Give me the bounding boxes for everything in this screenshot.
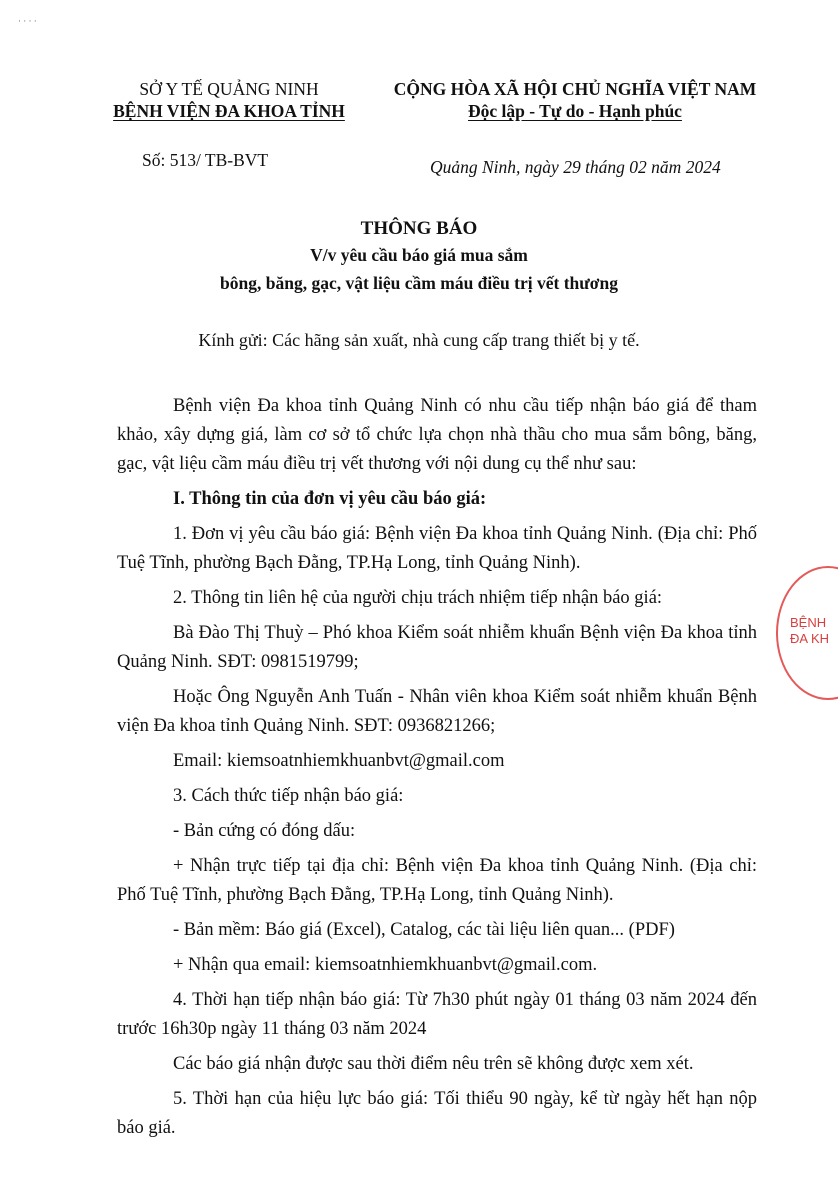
note-line: Các báo giá nhận được sau thời điểm nêu trên sẽ không được xem xét. bbox=[173, 1054, 694, 1074]
issuing-organization bbox=[104, 78, 354, 122]
nation-line-1: CỘNG HÒA XÃ HỘI CHỦ NGHĨA VIỆT NAM bbox=[393, 79, 757, 99]
document-body bbox=[117, 392, 757, 1149]
document-subtitle-1: V/v yêu cầu báo giá mua sắm bbox=[310, 245, 528, 265]
org-line-1: SỞ Y TẾ QUẢNG NINH bbox=[139, 79, 319, 99]
document-number: Số: 513/ TB-BVT bbox=[142, 150, 269, 170]
hard-copy-detail: + Nhận trực tiếp tại địa chỉ: Bệnh viện Đa khoa tỉnh Quảng Ninh. (Địa chỉ: Phố Tuệ Tĩnh, phường Bạch Đằng, TP.Hạ Long, tỉnh Quảng Ninh). bbox=[117, 856, 757, 905]
national-motto bbox=[365, 78, 785, 122]
org-line-2: BỆNH VIỆN ĐA KHOA TỈNH bbox=[113, 101, 345, 121]
seal-text bbox=[790, 615, 829, 647]
seal-line-1: BỆNH bbox=[790, 615, 827, 630]
section-heading: I. Thông tin của đơn vị yêu cầu báo giá: bbox=[173, 489, 487, 509]
item-3: 3. Cách thức tiếp nhận báo giá: bbox=[173, 786, 404, 806]
contact-1: Bà Đào Thị Thuỳ – Phó khoa Kiểm soát nhiễm khuẩn Bệnh viện Đa khoa tỉnh Quảng Ninh. SĐT: 0981519799; bbox=[117, 623, 757, 672]
document-date: Quảng Ninh, ngày 29 tháng 02 năm 2024 bbox=[430, 157, 721, 177]
item-2: 2. Thông tin liên hệ của người chịu trách nhiệm tiếp nhận báo giá: bbox=[173, 588, 663, 608]
email-line: Email: kiemsoatnhiemkhuanbvt@gmail.com bbox=[173, 751, 505, 771]
item-5: 5. Thời hạn của hiệu lực báo giá: Tối thiểu 90 ngày, kể từ ngày hết hạn nộp báo giá. bbox=[117, 1089, 757, 1138]
hard-copy-line: - Bản cứng có đóng dấu: bbox=[173, 821, 356, 841]
document-subtitle-2: bông, băng, gạc, vật liệu cầm máu điều trị vết thương bbox=[220, 273, 618, 293]
intro-paragraph: Bệnh viện Đa khoa tỉnh Quảng Ninh có nhu cầu tiếp nhận báo giá để tham khảo, xây dựng giá, làm cơ sở tổ chức lựa chọn nhà thầu cho mua sắm bông, băng, gạc, vật liệu cầm máu điều trị vết thương với nội dung cụ thể như sau: bbox=[117, 396, 757, 474]
document-title: THÔNG BÁO bbox=[360, 218, 478, 239]
recipient-line: Kính gửi: Các hãng sản xuất, nhà cung cấp trang thiết bị y tế. bbox=[198, 330, 640, 350]
item-4: 4. Thời hạn tiếp nhận báo giá: Từ 7h30 phút ngày 01 tháng 03 năm 2024 đến trước 16h30p ngày 11 tháng 03 năm 2024 bbox=[117, 990, 757, 1039]
item-1: 1. Đơn vị yêu cầu báo giá: Bệnh viện Đa khoa tỉnh Quảng Ninh. (Địa chỉ: Phố Tuệ Tĩnh, phường Bạch Đằng, TP.Hạ Long, tỉnh Quảng Ninh). bbox=[117, 524, 757, 573]
contact-2: Hoặc Ông Nguyễn Anh Tuấn - Nhân viên khoa Kiểm soát nhiễm khuẩn Bệnh viện Đa khoa tỉnh Quảng Ninh. SĐT: 0936821266; bbox=[117, 687, 757, 736]
seal-line-2: ĐA KH bbox=[790, 631, 830, 646]
scan-speckle: · · · · bbox=[18, 16, 37, 26]
soft-copy-line: - Bản mềm: Báo giá (Excel), Catalog, các tài liệu liên quan... (PDF) bbox=[173, 920, 675, 940]
nation-line-2: Độc lập - Tự do - Hạnh phúc bbox=[468, 101, 682, 121]
soft-copy-detail: + Nhận qua email: kiemsoatnhiemkhuanbvt@gmail.com. bbox=[173, 955, 598, 975]
